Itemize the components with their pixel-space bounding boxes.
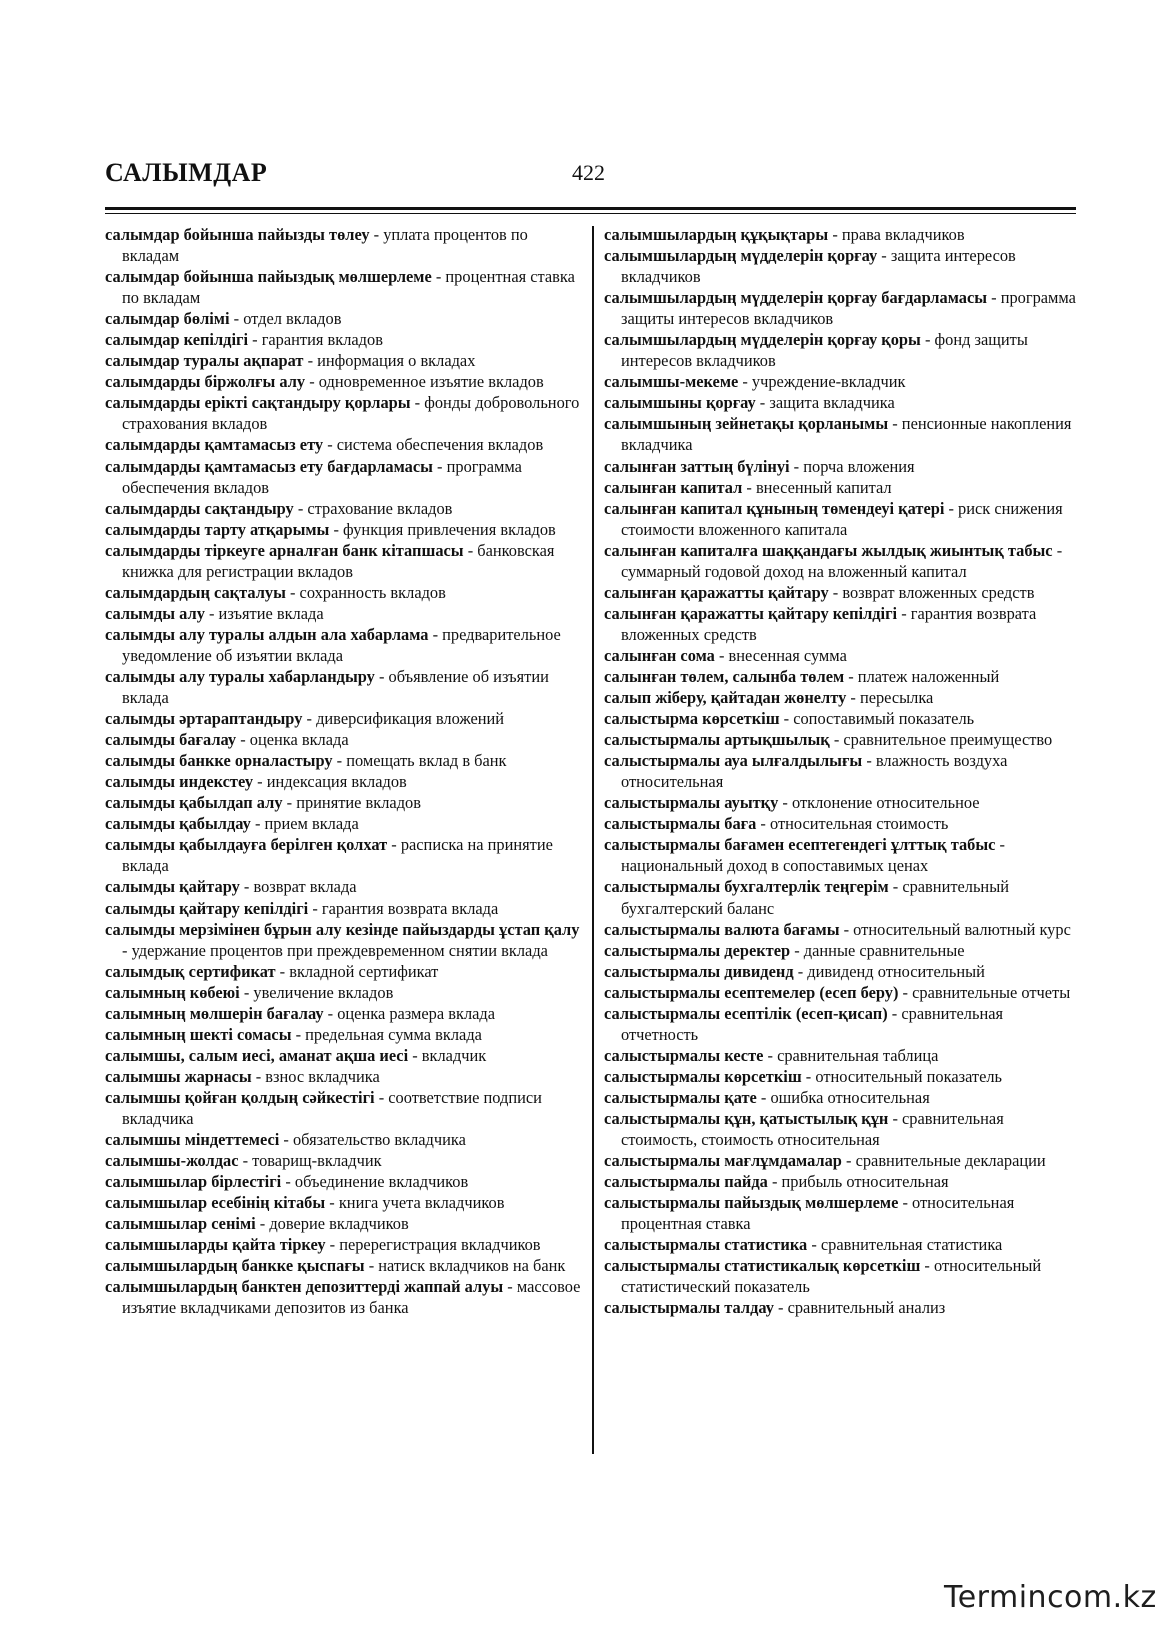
dictionary-entry: салынған төлем, салынба төлем - платеж наложенный [604, 666, 1000, 686]
entry-definition: сравнительная статистика [820, 1235, 1003, 1255]
entry-term: салынған төлем, салынба төлем [604, 666, 845, 686]
dictionary-entry: салыстырмалы талдау - сравнительный анализ [604, 1298, 946, 1318]
dictionary-entry: салыстырмалы мағлұмдамалар - сравнительные декларации [604, 1151, 1046, 1171]
entry-definition: страхование вкладов [307, 498, 453, 518]
entry-term: салыстырма көрсеткіш [604, 709, 780, 729]
entry-definition: фонды добровольного страхования вкладов [122, 393, 580, 434]
entry-definition: расписка на принятие вклада [122, 835, 553, 876]
dictionary-entry: салып жіберу, қайтадан жөнелту - пересылка [604, 688, 934, 708]
entry-definition: оценка вклада [249, 730, 349, 750]
entry-definition: программа обеспечения вкладов [122, 456, 522, 497]
entry-term: салымдарды сақтандыру [105, 498, 294, 518]
dictionary-entry: салымшылардың мүдделерін қорғау бағдарламасы - программа защиты интересов вкладчиков [604, 288, 1076, 329]
dictionary-entry: салыстырмалы статистика - сравнительная статистика [604, 1235, 1003, 1255]
dictionary-entry: салымдарды ерікті сақтандыру қорлары - фонды добровольного страхования вкладов [105, 393, 580, 434]
dictionary-entry: салымдарды тарту атқарымы - функция привлечения вкладов [105, 519, 556, 539]
dictionary-entry: салымшылардың банктен депозиттерді жаппай алуы - массовое изъятие вкладчиками депозитов из банка [105, 1277, 581, 1318]
dictionary-entry: салымды индекстеу - индексация вкладов [105, 772, 407, 792]
entry-term: салымды қабылдап алу [105, 793, 283, 813]
entry-term: салымшы-мекеме [604, 372, 739, 392]
entry-term: салынған капитал құнының төмендеуі қатері [604, 498, 945, 518]
entry-definition: отдел вкладов [243, 309, 342, 329]
dictionary-entry: салынған капитал құнының төмендеуі қатері - риск снижения стоимости вложенного капитала [604, 498, 1063, 539]
dictionary-entry: салымшылар сенімі - доверие вкладчиков [105, 1214, 409, 1234]
termincom-logo[interactable]: Termincom.kz [944, 1580, 1157, 1615]
entry-term: салымның көбеюі [105, 982, 240, 1002]
entry-term: салынған қаражатты қайтару кепілдігі [604, 603, 898, 623]
entry-term: салыстырмалы есептілік (есеп-қисап) [604, 1003, 888, 1023]
entry-term: салымшының зейнетақы қорланымы [604, 414, 889, 434]
dictionary-entry: салыстырмалы пайда - прибыль относительная [604, 1172, 949, 1192]
dictionary-entry: салыстырмалы артықшылық - сравнительное преимущество [604, 730, 1053, 750]
entry-definition: вкладной сертификат [289, 961, 439, 981]
entry-definition: уплата процентов по вкладам [122, 225, 528, 266]
dictionary-entry: салымшылар есебінің кітабы - книга учета вкладчиков [105, 1193, 505, 1213]
entry-term: салымшы-жолдас [105, 1151, 239, 1171]
dictionary-entry: салымдар бөлімі - отдел вкладов [105, 309, 342, 329]
dictionary-entry: салымды банкке орналастыру - помещать вклад в банк [105, 751, 507, 771]
entry-definition: натиск вкладчиков на банк [378, 1256, 566, 1276]
entry-term: салып жіберу, қайтадан жөнелту [604, 688, 847, 708]
entry-term: салымның мөлшерін бағалау [105, 1003, 324, 1023]
dictionary-entry: салыстырмалы бағамен есептегендегі ұлттық табыс - национальный доход в сопоставимых ценах [604, 835, 1006, 876]
entry-definition: сравнительные отчеты [912, 982, 1071, 1002]
entry-term: салымдарды қамтамасыз ету бағдарламасы [105, 456, 433, 476]
entry-definition: сравнительный анализ [787, 1298, 946, 1318]
dictionary-entry: салымдар туралы ақпарат - информация о вкладах [105, 351, 476, 371]
entry-definition: увеличение вкладов [253, 982, 394, 1002]
dictionary-entry: салымды әртараптандыру - диверсификация вложений [105, 709, 505, 729]
entry-term: салыстырмалы бағамен есептегендегі ұлттық табыс [604, 835, 996, 855]
entry-definition: сравнительная отчетность [621, 1003, 1004, 1044]
entry-definition: пенсионные накопления вкладчика [621, 414, 1072, 455]
entry-term: салынған капиталға шаққандағы жылдық жиынтық табыс [604, 540, 1053, 560]
dictionary-entry: салыстырмалы есептілік (есеп-қисап) - сравнительная отчетность [604, 1003, 1004, 1044]
dictionary-entry: салыстырмалы деректер - данные сравнительные [604, 940, 965, 960]
entry-term: салымшылар сенімі [105, 1214, 256, 1234]
entry-definition: фонд защиты интересов вкладчиков [621, 330, 1028, 371]
entry-term: салымшыларды қайта тіркеу [105, 1235, 326, 1255]
entry-definition: гарантия возврата вложенных средств [621, 603, 1037, 644]
dictionary-entry: салымдар бойынша пайызды төлеу - уплата процентов по вкладам [105, 225, 528, 266]
entry-definition: функция привлечения вкладов [343, 519, 556, 539]
entry-definition: объявление об изъятии вклада [122, 666, 549, 708]
entry-term: салымдардың сақталуы [105, 582, 286, 602]
entry-definition: ошибка относительная [770, 1087, 930, 1107]
entry-definition: сравнительная таблица [777, 1045, 939, 1065]
entry-term: салымдар кепілдігі [105, 330, 249, 350]
entry-term: салыстырмалы статистика [604, 1235, 808, 1255]
entry-definition: отклонение относительное [791, 793, 980, 813]
dictionary-entry: салыстырмалы ауа ылғалдылығы - влажность воздуха относительная [604, 751, 1008, 792]
dictionary-entry: салымшы міндеттемесі - обязательство вкладчика [105, 1130, 466, 1150]
dictionary-entry: салымдарды сақтандыру - страхование вкладов [105, 498, 453, 518]
entry-term: салымдарды қамтамасыз ету [105, 435, 324, 455]
entry-term: салыстырмалы ауа ылғалдылығы [604, 751, 863, 771]
entry-definition: внесенная сумма [728, 645, 847, 665]
entry-definition: принятие вкладов [296, 793, 421, 813]
dictionary-entry: салынған сома - внесенная сумма [604, 645, 847, 665]
entry-term: салымшы жарнасы [105, 1066, 252, 1086]
entry-definition: товарищ-вкладчик [252, 1151, 382, 1171]
entry-term: салымшылардың банкке қыспағы [105, 1256, 365, 1276]
dictionary-entry: салыстырмалы құн, қатыстылық құн - сравнительная стоимость, стоимость относительная [604, 1108, 1004, 1150]
dictionary-entry: салынған капитал - внесенный капитал [604, 477, 892, 497]
entry-term: салымды бағалау [105, 730, 237, 750]
dictionary-entry: салымшы қойған қолдың сәйкестігі - соответствие подписи вкладчика [105, 1087, 542, 1128]
entry-term: салыстырмалы статистикалық көрсеткіш [604, 1256, 921, 1276]
entry-definition: одновременное изъятие вкладов [318, 372, 544, 392]
entry-term: салымдарды ерікті сақтандыру қорлары [105, 393, 411, 413]
entry-term: салымды индекстеу [105, 772, 254, 792]
entry-definition: процентная ставка по вкладам [122, 267, 575, 308]
entry-term: салымдарды тарту атқарымы [105, 519, 330, 539]
entry-term: салымшы, салым иесі, аманат ақша иесі [105, 1045, 409, 1065]
entry-definition: относительная процентная ставка [621, 1193, 1015, 1234]
dictionary-entry: салымшылардың мүдделерін қорғау қоры - фонд защиты интересов вкладчиков [604, 330, 1028, 371]
entry-term: салыстырмалы валюта бағамы [604, 919, 840, 939]
entry-term: салымдарды тіркеуге арналған банк кітапшасы [105, 540, 464, 560]
entry-definition: обязательство вкладчика [292, 1130, 466, 1150]
entry-definition: учреждение-вкладчик [751, 372, 906, 392]
entry-definition: относительный валютный курс [853, 919, 1071, 939]
dictionary-entry: салыстырмалы ауытқу - отклонение относительное [604, 793, 980, 813]
entry-definition: сравнительная стоимость, стоимость относительная [621, 1108, 1004, 1150]
entry-term: салымшылар есебінің кітабы [105, 1193, 326, 1213]
entry-definition: взнос вкладчика [265, 1066, 380, 1086]
entry-term: салыстырмалы бухгалтерлік теңгерім [604, 877, 889, 897]
entry-term: салынған сома [604, 645, 715, 665]
dictionary-entry: салымның шекті сомасы - предельная сумма вклада [105, 1024, 482, 1044]
entry-definition: дивиденд относительный [807, 961, 985, 981]
entry-term: салымды әртараптандыру [105, 709, 303, 729]
entry-term: салынған капитал [604, 477, 743, 497]
entry-definition: сравнительный бухгалтерский баланс [621, 877, 1009, 918]
entry-term: салымшы міндеттемесі [105, 1130, 280, 1150]
dictionary-entry: салымды қабылдауға берілген қолхат - расписка на принятие вклада [105, 835, 553, 876]
dictionary-entry: салымшыны қорғау - защита вкладчика [604, 393, 895, 413]
entry-definition: банковская книжка для регистрации вкладов [122, 540, 555, 581]
entry-definition: относительный показатель [815, 1066, 1003, 1086]
entry-definition: права вкладчиков [841, 225, 965, 244]
dictionary-entry: салынған капиталға шаққандағы жылдық жиынтық табыс - суммарный годовой доход на вложенный капитал [604, 540, 1063, 581]
dictionary-entry: салымдардың сақталуы - сохранность вкладов [105, 582, 446, 602]
entry-definition: система обеспечения вкладов [336, 435, 544, 455]
entry-definition: риск снижения стоимости вложенного капитала [621, 498, 1063, 539]
dictionary-entry: салынған қаражатты қайтару - возврат вложенных средств [604, 582, 1035, 602]
entry-term: салымшылардың мүдделерін қорғау [604, 246, 878, 266]
entry-term: салынған заттың бүлінуі [604, 456, 790, 476]
dictionary-entry: салыстырмалы статистикалық көрсеткіш - относительный статистический показатель [604, 1256, 1042, 1297]
dictionary-entry: салымшы, салым иесі, аманат ақша иесі - вкладчик [105, 1045, 487, 1065]
header-rule-thin [105, 213, 1076, 214]
dictionary-entry: салыстырмалы кесте - сравнительная таблица [604, 1045, 939, 1065]
dictionary-entry: салымды қабылдап алу - принятие вкладов [105, 793, 421, 813]
right-column [604, 224, 1082, 1318]
dictionary-entry: салымды қайтару кепілдігі - гарантия возврата вклада [105, 898, 499, 918]
entry-definition: сравнительные декларации [855, 1151, 1046, 1171]
entry-term: салымды алу туралы хабарландыру [105, 666, 375, 686]
dictionary-entry: салымдарды тіркеуге арналған банк кітапшасы - банковская книжка для регистрации вкладов [105, 540, 555, 581]
entry-definition: программа защиты интересов вкладчиков [621, 288, 1076, 329]
entry-definition: влажность воздуха относительная [621, 751, 1008, 792]
dictionary-entry: салыстырмалы валюта бағамы - относительный валютный курс [604, 919, 1071, 939]
entry-definition: защита вкладчика [769, 393, 895, 413]
entry-term: салымдар туралы ақпарат [105, 351, 304, 371]
dictionary-entry: салымды бағалау - оценка вклада [105, 730, 349, 750]
entry-definition: относительная стоимость [769, 814, 949, 834]
dictionary-entry: салыстырмалы баға - относительная стоимость [604, 814, 949, 834]
entry-term: салымдар бойынша пайыздық мөлшерлеме [105, 267, 432, 287]
entry-term: салымшылардың банктен депозиттерді жаппай алуы [105, 1277, 504, 1297]
entry-definition: внесенный капитал [755, 477, 892, 497]
dictionary-entry: салымшылардың мүдделерін қорғау - защита интересов вкладчиков [604, 246, 1016, 287]
dictionary-entry: салыстырмалы бухгалтерлік теңгерім - сравнительный бухгалтерский баланс [604, 877, 1009, 918]
entry-definition: книга учета вкладчиков [338, 1193, 505, 1213]
entry-definition: пересылка [859, 688, 934, 708]
entry-definition: оценка размера вклада [337, 1003, 496, 1023]
entry-definition: помещать вклад в банк [346, 751, 507, 771]
entry-definition: возврат вклада [253, 877, 357, 897]
entry-term: салымшылар бірлестігі [105, 1172, 282, 1192]
dictionary-entry: салыстырмалы қате - ошибка относительная [604, 1087, 930, 1107]
dictionary-entry: салыстырмалы дивиденд - дивиденд относительный [604, 961, 985, 981]
dictionary-entry: салыстырмалы есептемелер (есеп беру) - сравнительные отчеты [604, 982, 1071, 1002]
entry-term: салыстырмалы артықшылық [604, 730, 830, 750]
entry-term: салымды қабылдау [105, 814, 251, 834]
entry-term: салыстырмалы дивиденд [604, 961, 794, 981]
entry-term: салымды қабылдауға берілген қолхат [105, 835, 388, 855]
entry-definition: диверсификация вложений [316, 709, 505, 729]
entry-definition: объединение вкладчиков [294, 1172, 469, 1192]
entry-term: салымдық сертификат [105, 961, 276, 981]
entry-term: салымның шекті сомасы [105, 1024, 292, 1044]
entry-term: салыстырмалы талдау [604, 1298, 774, 1318]
dictionary-entry: салымдық сертификат - вкладной сертификат [105, 961, 439, 981]
entry-definition: платеж наложенный [857, 666, 1000, 686]
dictionary-entry: салымды мерзімінен бұрын алу кезінде пайыздарды ұстап қалу - удержание процентов при преждевременном снятии вклада [105, 919, 580, 960]
entry-term: салымшылардың мүдделерін қорғау бағдарламасы [604, 288, 988, 308]
entry-definition: возврат вложенных средств [842, 582, 1035, 602]
entry-term: салыстырмалы кесте [604, 1045, 764, 1065]
dictionary-entry: салымды алу туралы хабарландыру - объявление об изъятии вклада [105, 666, 549, 708]
entry-definition: массовое изъятие вкладчиками депозитов из банка [122, 1277, 581, 1318]
entry-definition: изъятие вклада [218, 603, 324, 623]
dictionary-entry: салымшыларды қайта тіркеу - перерегистрация вкладчиков [105, 1235, 541, 1255]
entry-definition: национальный доход в сопоставимых ценах [621, 856, 929, 876]
entry-definition: гарантия возврата вклада [321, 898, 499, 918]
entry-definition: защита интересов вкладчиков [621, 246, 1016, 287]
dictionary-entry: салымдарды қамтамасыз ету - система обеспечения вкладов [105, 435, 544, 455]
page-title: САЛЫМДАР [105, 158, 268, 187]
entry-term: салымдар бойынша пайызды төлеу [105, 225, 370, 244]
dictionary-entry: салыстырмалы көрсеткіш - относительный показатель [604, 1066, 1003, 1086]
entry-term: салыстырмалы құн, қатыстылық құн [604, 1108, 889, 1128]
entry-definition: предельная сумма вклада [305, 1024, 482, 1044]
entry-definition: удержание процентов при преждевременном снятии вклада [131, 940, 548, 960]
left-column [105, 224, 583, 1318]
dictionary-entry: салынған қаражатты қайтару кепілдігі - гарантия возврата вложенных средств [604, 603, 1037, 644]
entry-term: салымшылардың мүдделерін қорғау қоры [604, 330, 921, 350]
entry-term: салынған қаражатты қайтару [604, 582, 829, 602]
entry-definition: сопоставимый показатель [793, 709, 975, 729]
dictionary-entry: салыстырмалы пайыздық мөлшерлеме - относительная процентная ставка [604, 1193, 1015, 1234]
dictionary-entry: салымды қабылдау - прием вклада [105, 814, 359, 834]
entry-definition: суммарный годовой доход на вложенный капитал [621, 561, 967, 581]
entry-term: салымды мерзімінен бұрын алу кезінде пайыздарды ұстап қалу [105, 919, 580, 939]
entry-term: салыстырмалы көрсеткіш [604, 1066, 802, 1086]
entry-term: салымды банкке орналастыру [105, 751, 333, 771]
entry-definition: относительный статистический показатель [621, 1256, 1042, 1297]
entry-term: салымды қайтару [105, 877, 240, 897]
entry-term: салыстырмалы пайыздық мөлшерлеме [604, 1193, 899, 1213]
entry-term: салымды алу [105, 603, 205, 623]
entry-definition: сохранность вкладов [299, 582, 446, 602]
entry-term: салымдарды біржолғы алу [105, 372, 306, 392]
dictionary-entry: салымның көбеюі - увеличение вкладов [105, 982, 394, 1002]
dictionary-entry: салымшы-жолдас - товарищ-вкладчик [105, 1151, 382, 1171]
header-rule [105, 207, 1076, 210]
dictionary-entry: салыстырма көрсеткіш - сопоставимый показатель [604, 709, 975, 729]
page-number: 422 [572, 160, 605, 185]
entry-term: салымдар бөлімі [105, 309, 230, 329]
entry-term: салымды алу туралы алдын ала хабарлама [105, 624, 429, 644]
entry-definition: сравнительное преимущество [843, 730, 1053, 750]
entry-definition: доверие вкладчиков [269, 1214, 409, 1234]
entry-definition: вкладчик [421, 1045, 487, 1065]
dictionary-entry: салынған заттың бүлінуі - порча вложения [604, 456, 915, 476]
entry-definition: гарантия вкладов [261, 330, 383, 350]
entry-definition: перерегистрация вкладчиков [339, 1235, 541, 1255]
entry-term: салыстырмалы пайда [604, 1172, 768, 1192]
entry-term: салымшы қойған қолдың сәйкестігі [105, 1087, 375, 1107]
entry-term: салыстырмалы мағлұмдамалар [604, 1151, 842, 1171]
entry-definition: информация о вкладах [317, 351, 476, 371]
dictionary-entry: салымды алу - изъятие вклада [105, 603, 324, 623]
dictionary-entry: салымдар кепілдігі - гарантия вкладов [105, 330, 383, 350]
dictionary-entry: салымдарды қамтамасыз ету бағдарламасы - программа обеспечения вкладов [105, 456, 522, 497]
entry-term: салыстырмалы баға [604, 814, 757, 834]
entry-term: салыстырмалы деректер [604, 940, 791, 960]
dictionary-entry: салымшы жарнасы - взнос вкладчика [105, 1066, 380, 1086]
dictionary-entry: салымның мөлшерін бағалау - оценка размера вклада [105, 1003, 496, 1023]
entry-definition: прибыль относительная [781, 1172, 949, 1192]
dictionary-entry: салымшылар бірлестігі - объединение вкладчиков [105, 1172, 469, 1192]
dictionary-entry: салымды қайтару - возврат вклада [105, 877, 357, 897]
dictionary-entry: салымшылардың құқықтары - права вкладчиков [604, 225, 965, 244]
entry-definition: соответствие подписи вкладчика [122, 1087, 542, 1128]
entry-term: салымды қайтару кепілдігі [105, 898, 309, 918]
column-divider [592, 226, 594, 1454]
entry-definition: индексация вкладов [266, 772, 407, 792]
dictionary-entry: салымшының зейнетақы қорланымы - пенсионные накопления вкладчика [604, 414, 1072, 455]
entry-definition: порча вложения [803, 456, 915, 476]
entry-term: салымшылардың құқықтары [604, 225, 829, 244]
dictionary-entry: салымдарды біржолғы алу - одновременное изъятие вкладов [105, 372, 544, 392]
entry-definition: прием вклада [264, 814, 359, 834]
entry-term: салыстырмалы ауытқу [604, 793, 779, 813]
entry-term: салымшыны қорғау [604, 393, 756, 413]
entry-term: салыстырмалы қате [604, 1087, 757, 1107]
entry-term: салыстырмалы есептемелер (есеп беру) [604, 982, 899, 1002]
entry-definition: данные сравнительные [803, 940, 965, 960]
dictionary-entry: салымшы-мекеме - учреждение-вкладчик [604, 372, 906, 392]
dictionary-entry: салымдар бойынша пайыздық мөлшерлеме - процентная ставка по вкладам [105, 267, 575, 308]
dictionary-entry: салымды алу туралы алдын ала хабарлама - предварительное уведомление об изъятии вклада [105, 624, 561, 665]
entry-definition: предварительное уведомление об изъятии вклада [122, 624, 561, 665]
dictionary-entry: салымшылардың банкке қыспағы - натиск вкладчиков на банк [105, 1256, 566, 1276]
